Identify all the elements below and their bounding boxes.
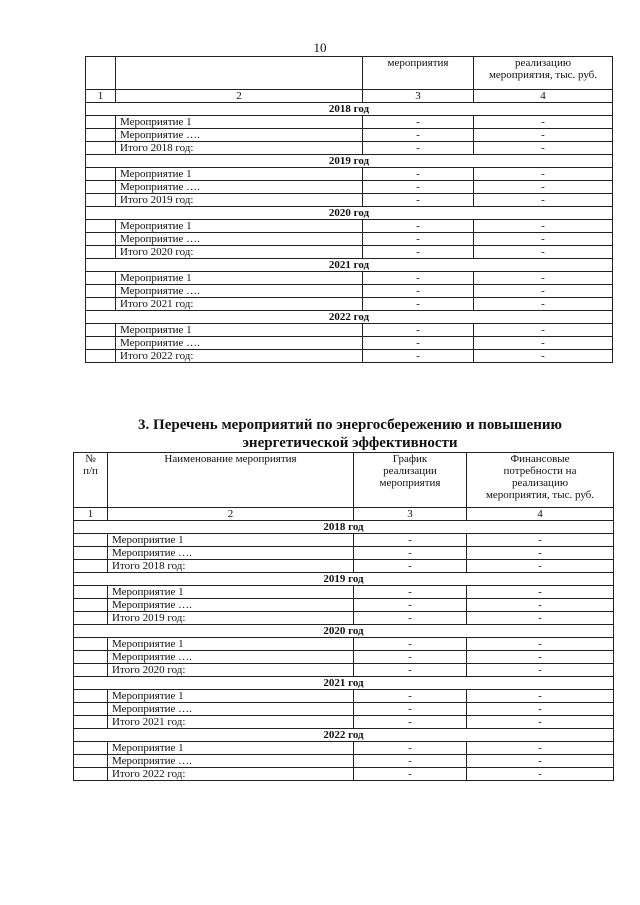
number-cell bbox=[74, 586, 108, 599]
year-row bbox=[86, 311, 613, 324]
number-cell bbox=[74, 664, 108, 677]
activity-name: Мероприятие …. bbox=[108, 755, 354, 768]
table-row bbox=[86, 168, 613, 181]
total-label: Итого 2022 год: bbox=[116, 350, 363, 363]
number-cell bbox=[74, 560, 108, 573]
column-number-row bbox=[86, 90, 613, 103]
total-label: Итого 2020 год: bbox=[108, 664, 354, 677]
schedule-value: - bbox=[363, 337, 474, 350]
section-title-line: 3. Перечень мероприятий по энергосбережению и повышению bbox=[138, 417, 562, 433]
column-number: 2 bbox=[108, 508, 354, 521]
number-cell bbox=[74, 690, 108, 703]
number-cell bbox=[86, 129, 116, 142]
activity-name: Мероприятие …. bbox=[116, 233, 363, 246]
table-row bbox=[86, 116, 613, 129]
finance-value: - bbox=[474, 233, 613, 246]
number-cell bbox=[86, 168, 116, 181]
header-schedule-line: График bbox=[392, 453, 428, 465]
schedule-value: - bbox=[354, 703, 467, 716]
finance-value: - bbox=[474, 337, 613, 350]
finance-value: - bbox=[467, 612, 614, 625]
header-cell-finance bbox=[467, 453, 614, 508]
total-label: Итого 2019 год: bbox=[116, 194, 363, 207]
schedule-value: - bbox=[363, 272, 474, 285]
table-row bbox=[74, 612, 614, 625]
schedule-value: - bbox=[363, 298, 474, 311]
schedule-value: - bbox=[354, 586, 467, 599]
schedule-value: - bbox=[363, 194, 474, 207]
schedule-value: - bbox=[363, 129, 474, 142]
schedule-value: - bbox=[363, 350, 474, 363]
finance-value: - bbox=[474, 116, 613, 129]
table-row bbox=[86, 181, 613, 194]
column-number-row bbox=[74, 508, 614, 521]
header-cell-number bbox=[74, 453, 108, 508]
finance-value: - bbox=[467, 755, 614, 768]
schedule-value: - bbox=[354, 716, 467, 729]
table-row bbox=[86, 246, 613, 259]
table-row bbox=[74, 703, 614, 716]
table-row bbox=[86, 233, 613, 246]
table-row bbox=[74, 534, 614, 547]
number-cell bbox=[74, 534, 108, 547]
table-row bbox=[74, 599, 614, 612]
activity-name: Мероприятие …. bbox=[108, 599, 354, 612]
finance-value: - bbox=[474, 298, 613, 311]
schedule-value: - bbox=[354, 547, 467, 560]
table-row bbox=[74, 768, 614, 781]
table-row bbox=[74, 638, 614, 651]
table-header-row bbox=[86, 57, 613, 90]
year-heading: 2018 год bbox=[74, 521, 614, 534]
activity-name: Мероприятие 1 bbox=[116, 220, 363, 233]
total-label: Итого 2022 год: bbox=[108, 768, 354, 781]
finance-value: - bbox=[474, 168, 613, 181]
year-heading: 2022 год bbox=[86, 311, 613, 324]
number-cell bbox=[74, 547, 108, 560]
schedule-value: - bbox=[363, 324, 474, 337]
year-row bbox=[74, 573, 614, 586]
year-heading: 2021 год bbox=[74, 677, 614, 690]
activity-name: Мероприятие …. bbox=[108, 651, 354, 664]
column-number: 1 bbox=[74, 508, 108, 521]
year-row bbox=[86, 259, 613, 272]
header-schedule-line: реализации bbox=[383, 465, 437, 477]
header-cell-empty bbox=[116, 57, 363, 90]
schedule-value: - bbox=[354, 690, 467, 703]
schedule-value: - bbox=[354, 755, 467, 768]
schedule-value: - bbox=[354, 534, 467, 547]
header-finance-line: реализацию bbox=[511, 477, 569, 489]
number-cell bbox=[86, 298, 116, 311]
finance-value: - bbox=[474, 129, 613, 142]
number-cell bbox=[86, 116, 116, 129]
schedule-value: - bbox=[354, 599, 467, 612]
column-number: 4 bbox=[474, 90, 613, 103]
number-cell bbox=[86, 220, 116, 233]
year-heading: 2019 год bbox=[74, 573, 614, 586]
table-row bbox=[86, 324, 613, 337]
year-heading: 2020 год bbox=[86, 207, 613, 220]
table-row bbox=[86, 142, 613, 155]
table-row bbox=[86, 337, 613, 350]
column-number: 1 bbox=[86, 90, 116, 103]
year-row bbox=[74, 677, 614, 690]
year-heading: 2020 год bbox=[74, 625, 614, 638]
table-row bbox=[74, 755, 614, 768]
page-number: 10 bbox=[313, 40, 327, 55]
schedule-value: - bbox=[363, 285, 474, 298]
column-number: 3 bbox=[363, 90, 474, 103]
number-cell bbox=[74, 755, 108, 768]
activity-name: Мероприятие …. bbox=[108, 703, 354, 716]
number-cell bbox=[86, 324, 116, 337]
header-schedule-line: мероприятия bbox=[379, 477, 441, 489]
finance-value: - bbox=[467, 742, 614, 755]
number-cell bbox=[86, 194, 116, 207]
header-finance-line: Финансовые bbox=[510, 453, 570, 465]
year-heading: 2018 год bbox=[86, 103, 613, 116]
activity-name: Мероприятие 1 bbox=[116, 116, 363, 129]
table-row bbox=[86, 285, 613, 298]
number-cell bbox=[86, 285, 116, 298]
finance-value: - bbox=[474, 142, 613, 155]
section-title bbox=[70, 416, 630, 452]
finance-value: - bbox=[467, 651, 614, 664]
total-label: Итого 2021 год: bbox=[116, 298, 363, 311]
year-row bbox=[74, 729, 614, 742]
number-cell bbox=[86, 233, 116, 246]
table-1-body bbox=[86, 57, 613, 363]
header-finance-line: мероприятия, тыс. руб. bbox=[485, 489, 595, 501]
finance-value: - bbox=[467, 703, 614, 716]
finance-value: - bbox=[467, 560, 614, 573]
table-2 bbox=[73, 452, 614, 781]
year-row bbox=[74, 625, 614, 638]
total-label: Итого 2021 год: bbox=[108, 716, 354, 729]
finance-value: - bbox=[467, 534, 614, 547]
table-row bbox=[74, 586, 614, 599]
schedule-value: - bbox=[363, 142, 474, 155]
activity-name: Мероприятие …. bbox=[116, 285, 363, 298]
schedule-value: - bbox=[354, 638, 467, 651]
number-cell bbox=[74, 612, 108, 625]
header-cell-col3: мероприятия bbox=[363, 57, 474, 90]
table-row bbox=[86, 220, 613, 233]
header-cell-schedule bbox=[354, 453, 467, 508]
finance-value: - bbox=[474, 324, 613, 337]
schedule-value: - bbox=[363, 181, 474, 194]
header-cell-name: Наименование мероприятия bbox=[108, 453, 354, 508]
column-number: 4 bbox=[467, 508, 614, 521]
table-row bbox=[74, 664, 614, 677]
table-2-body bbox=[74, 453, 614, 781]
finance-value: - bbox=[474, 350, 613, 363]
finance-value: - bbox=[474, 272, 613, 285]
finance-value: - bbox=[474, 285, 613, 298]
header-col4-line: мероприятия, тыс. руб. bbox=[488, 69, 598, 81]
finance-value: - bbox=[467, 638, 614, 651]
activity-name: Мероприятие 1 bbox=[108, 638, 354, 651]
section-title-line: энергетической эффективности bbox=[242, 435, 458, 451]
finance-value: - bbox=[474, 181, 613, 194]
header-col4-line: реализацию bbox=[514, 57, 572, 69]
table-row bbox=[86, 129, 613, 142]
year-row bbox=[74, 521, 614, 534]
activity-name: Мероприятие …. bbox=[116, 129, 363, 142]
table-row bbox=[74, 742, 614, 755]
total-label: Итого 2019 год: bbox=[108, 612, 354, 625]
schedule-value: - bbox=[363, 233, 474, 246]
header-finance-line: потребности на bbox=[503, 465, 577, 477]
total-label: Итого 2018 год: bbox=[108, 560, 354, 573]
number-cell bbox=[74, 716, 108, 729]
activity-name: Мероприятие …. bbox=[108, 547, 354, 560]
table-row bbox=[74, 716, 614, 729]
year-heading: 2021 год bbox=[86, 259, 613, 272]
activity-name: Мероприятие …. bbox=[116, 337, 363, 350]
table-row bbox=[74, 560, 614, 573]
schedule-value: - bbox=[354, 560, 467, 573]
year-row bbox=[86, 103, 613, 116]
schedule-value: - bbox=[354, 664, 467, 677]
schedule-value: - bbox=[363, 220, 474, 233]
finance-value: - bbox=[467, 690, 614, 703]
activity-name: Мероприятие 1 bbox=[108, 534, 354, 547]
header-number-line: п/п bbox=[83, 465, 98, 477]
schedule-value: - bbox=[354, 742, 467, 755]
activity-name: Мероприятие 1 bbox=[116, 324, 363, 337]
schedule-value: - bbox=[354, 612, 467, 625]
year-heading: 2019 год bbox=[86, 155, 613, 168]
activity-name: Мероприятие 1 bbox=[108, 690, 354, 703]
schedule-value: - bbox=[363, 168, 474, 181]
total-label: Итого 2018 год: bbox=[116, 142, 363, 155]
table-row bbox=[86, 298, 613, 311]
number-cell bbox=[86, 337, 116, 350]
number-cell bbox=[74, 599, 108, 612]
activity-name: Мероприятие 1 bbox=[108, 586, 354, 599]
activity-name: Мероприятие 1 bbox=[108, 742, 354, 755]
table-1 bbox=[85, 56, 613, 363]
number-cell bbox=[86, 350, 116, 363]
finance-value: - bbox=[474, 220, 613, 233]
year-row bbox=[86, 155, 613, 168]
header-cell-empty bbox=[86, 57, 116, 90]
finance-value: - bbox=[474, 246, 613, 259]
schedule-value: - bbox=[354, 651, 467, 664]
table-row bbox=[86, 194, 613, 207]
number-cell bbox=[74, 768, 108, 781]
activity-name: Мероприятие 1 bbox=[116, 272, 363, 285]
finance-value: - bbox=[467, 586, 614, 599]
column-number: 3 bbox=[354, 508, 467, 521]
table-row bbox=[74, 547, 614, 560]
finance-value: - bbox=[467, 599, 614, 612]
schedule-value: - bbox=[354, 768, 467, 781]
year-row bbox=[86, 207, 613, 220]
number-cell bbox=[74, 651, 108, 664]
number-cell bbox=[86, 181, 116, 194]
finance-value: - bbox=[474, 194, 613, 207]
number-cell bbox=[86, 272, 116, 285]
table-row bbox=[74, 651, 614, 664]
finance-value: - bbox=[467, 664, 614, 677]
number-cell bbox=[86, 142, 116, 155]
header-cell-col4 bbox=[474, 57, 613, 90]
number-cell bbox=[74, 703, 108, 716]
header-number-line: № bbox=[85, 453, 96, 465]
activity-name: Мероприятие 1 bbox=[116, 168, 363, 181]
total-label: Итого 2020 год: bbox=[116, 246, 363, 259]
schedule-value: - bbox=[363, 246, 474, 259]
number-cell bbox=[86, 246, 116, 259]
column-number: 2 bbox=[116, 90, 363, 103]
table-header-row bbox=[74, 453, 614, 508]
finance-value: - bbox=[467, 768, 614, 781]
finance-value: - bbox=[467, 547, 614, 560]
schedule-value: - bbox=[363, 116, 474, 129]
table-row bbox=[86, 350, 613, 363]
finance-value: - bbox=[467, 716, 614, 729]
number-cell bbox=[74, 742, 108, 755]
table-row bbox=[74, 690, 614, 703]
year-heading: 2022 год bbox=[74, 729, 614, 742]
number-cell bbox=[74, 638, 108, 651]
activity-name: Мероприятие …. bbox=[116, 181, 363, 194]
table-row bbox=[86, 272, 613, 285]
